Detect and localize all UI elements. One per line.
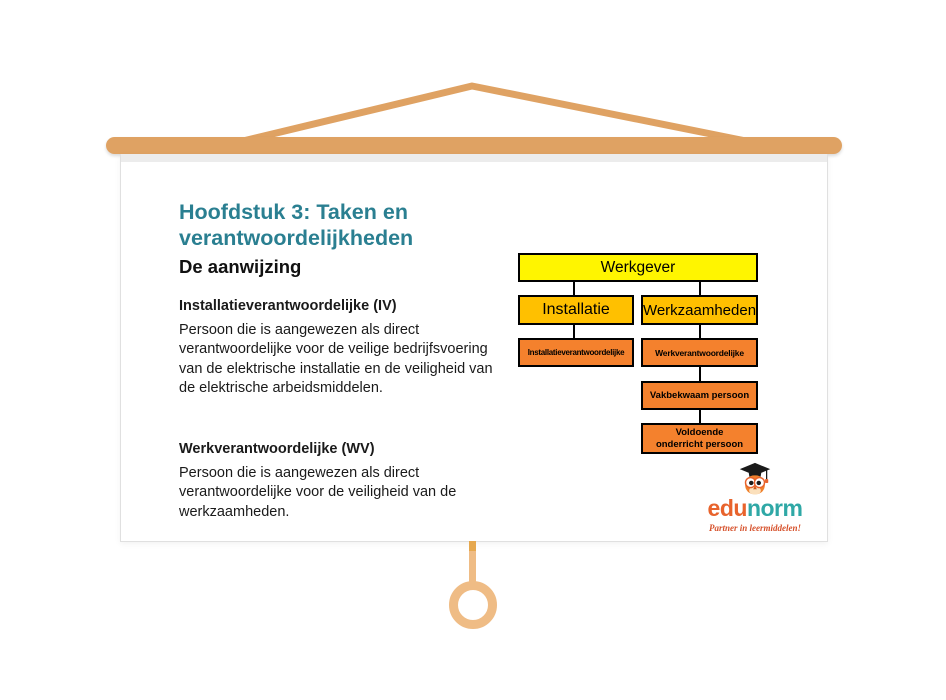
section-body: Persoon die is aangewezen als direct verantwoordelijke voor de veiligheid van de werkzaamheden.	[179, 464, 457, 520]
wordmark-edu: edu	[707, 495, 747, 521]
org-node-installatie: Installatie	[518, 295, 634, 325]
org-chart	[518, 253, 759, 458]
org-connector	[699, 325, 701, 338]
edunorm-owl-icon	[737, 462, 773, 496]
org-connector	[573, 325, 575, 338]
pull-cord	[469, 541, 476, 583]
slide-text-column	[179, 200, 503, 522]
slide-title: Hoofdstuk 3: Taken en verantwoordelijkheden	[179, 200, 414, 250]
wordmark-norm: norm	[746, 495, 803, 521]
edunorm-logo	[697, 462, 813, 533]
org-connector	[573, 282, 575, 295]
section-werkverantwoordelijke	[179, 441, 503, 523]
edunorm-wordmark	[697, 497, 813, 520]
org-node-vakbekwaam-persoon: Vakbekwaam persoon	[641, 381, 758, 410]
screen-top-strip	[121, 154, 827, 162]
org-node-installatieverantwoordelijke: Installatieverantwoordelijke	[518, 338, 634, 367]
pull-ring	[449, 581, 497, 629]
org-node-werkverantwoordelijke: Werkverantwoordelijke	[641, 338, 758, 367]
section-heading: Werkverantwoordelijke (WV)	[179, 440, 375, 457]
edunorm-tagline: Partner in leermiddelen!	[709, 523, 801, 533]
screen-top-bar	[106, 137, 842, 154]
section-body: Persoon die is aangewezen als direct verantwoordelijke voor de veilige bedrijfsvoering van de elektrische installatie en de veiligheid van de elektrische arbeidsmiddelen.	[179, 321, 493, 397]
projection-screen	[120, 154, 828, 542]
org-connector	[699, 282, 701, 295]
org-connector	[699, 410, 701, 423]
section-installatieverantwoordelijke	[179, 298, 503, 399]
org-node-werkzaamheden: Werkzaamheden	[641, 295, 758, 325]
hanging-cord	[0, 0, 946, 160]
org-node-voldoende-onderricht-persoon: Voldoende onderricht persoon	[641, 423, 758, 454]
section-heading: Installatieverantwoordelijke (IV)	[179, 297, 397, 314]
org-node-werkgever: Werkgever	[518, 253, 758, 282]
org-connector	[699, 367, 701, 381]
slide-subtitle: De aanwijzing	[179, 255, 302, 277]
